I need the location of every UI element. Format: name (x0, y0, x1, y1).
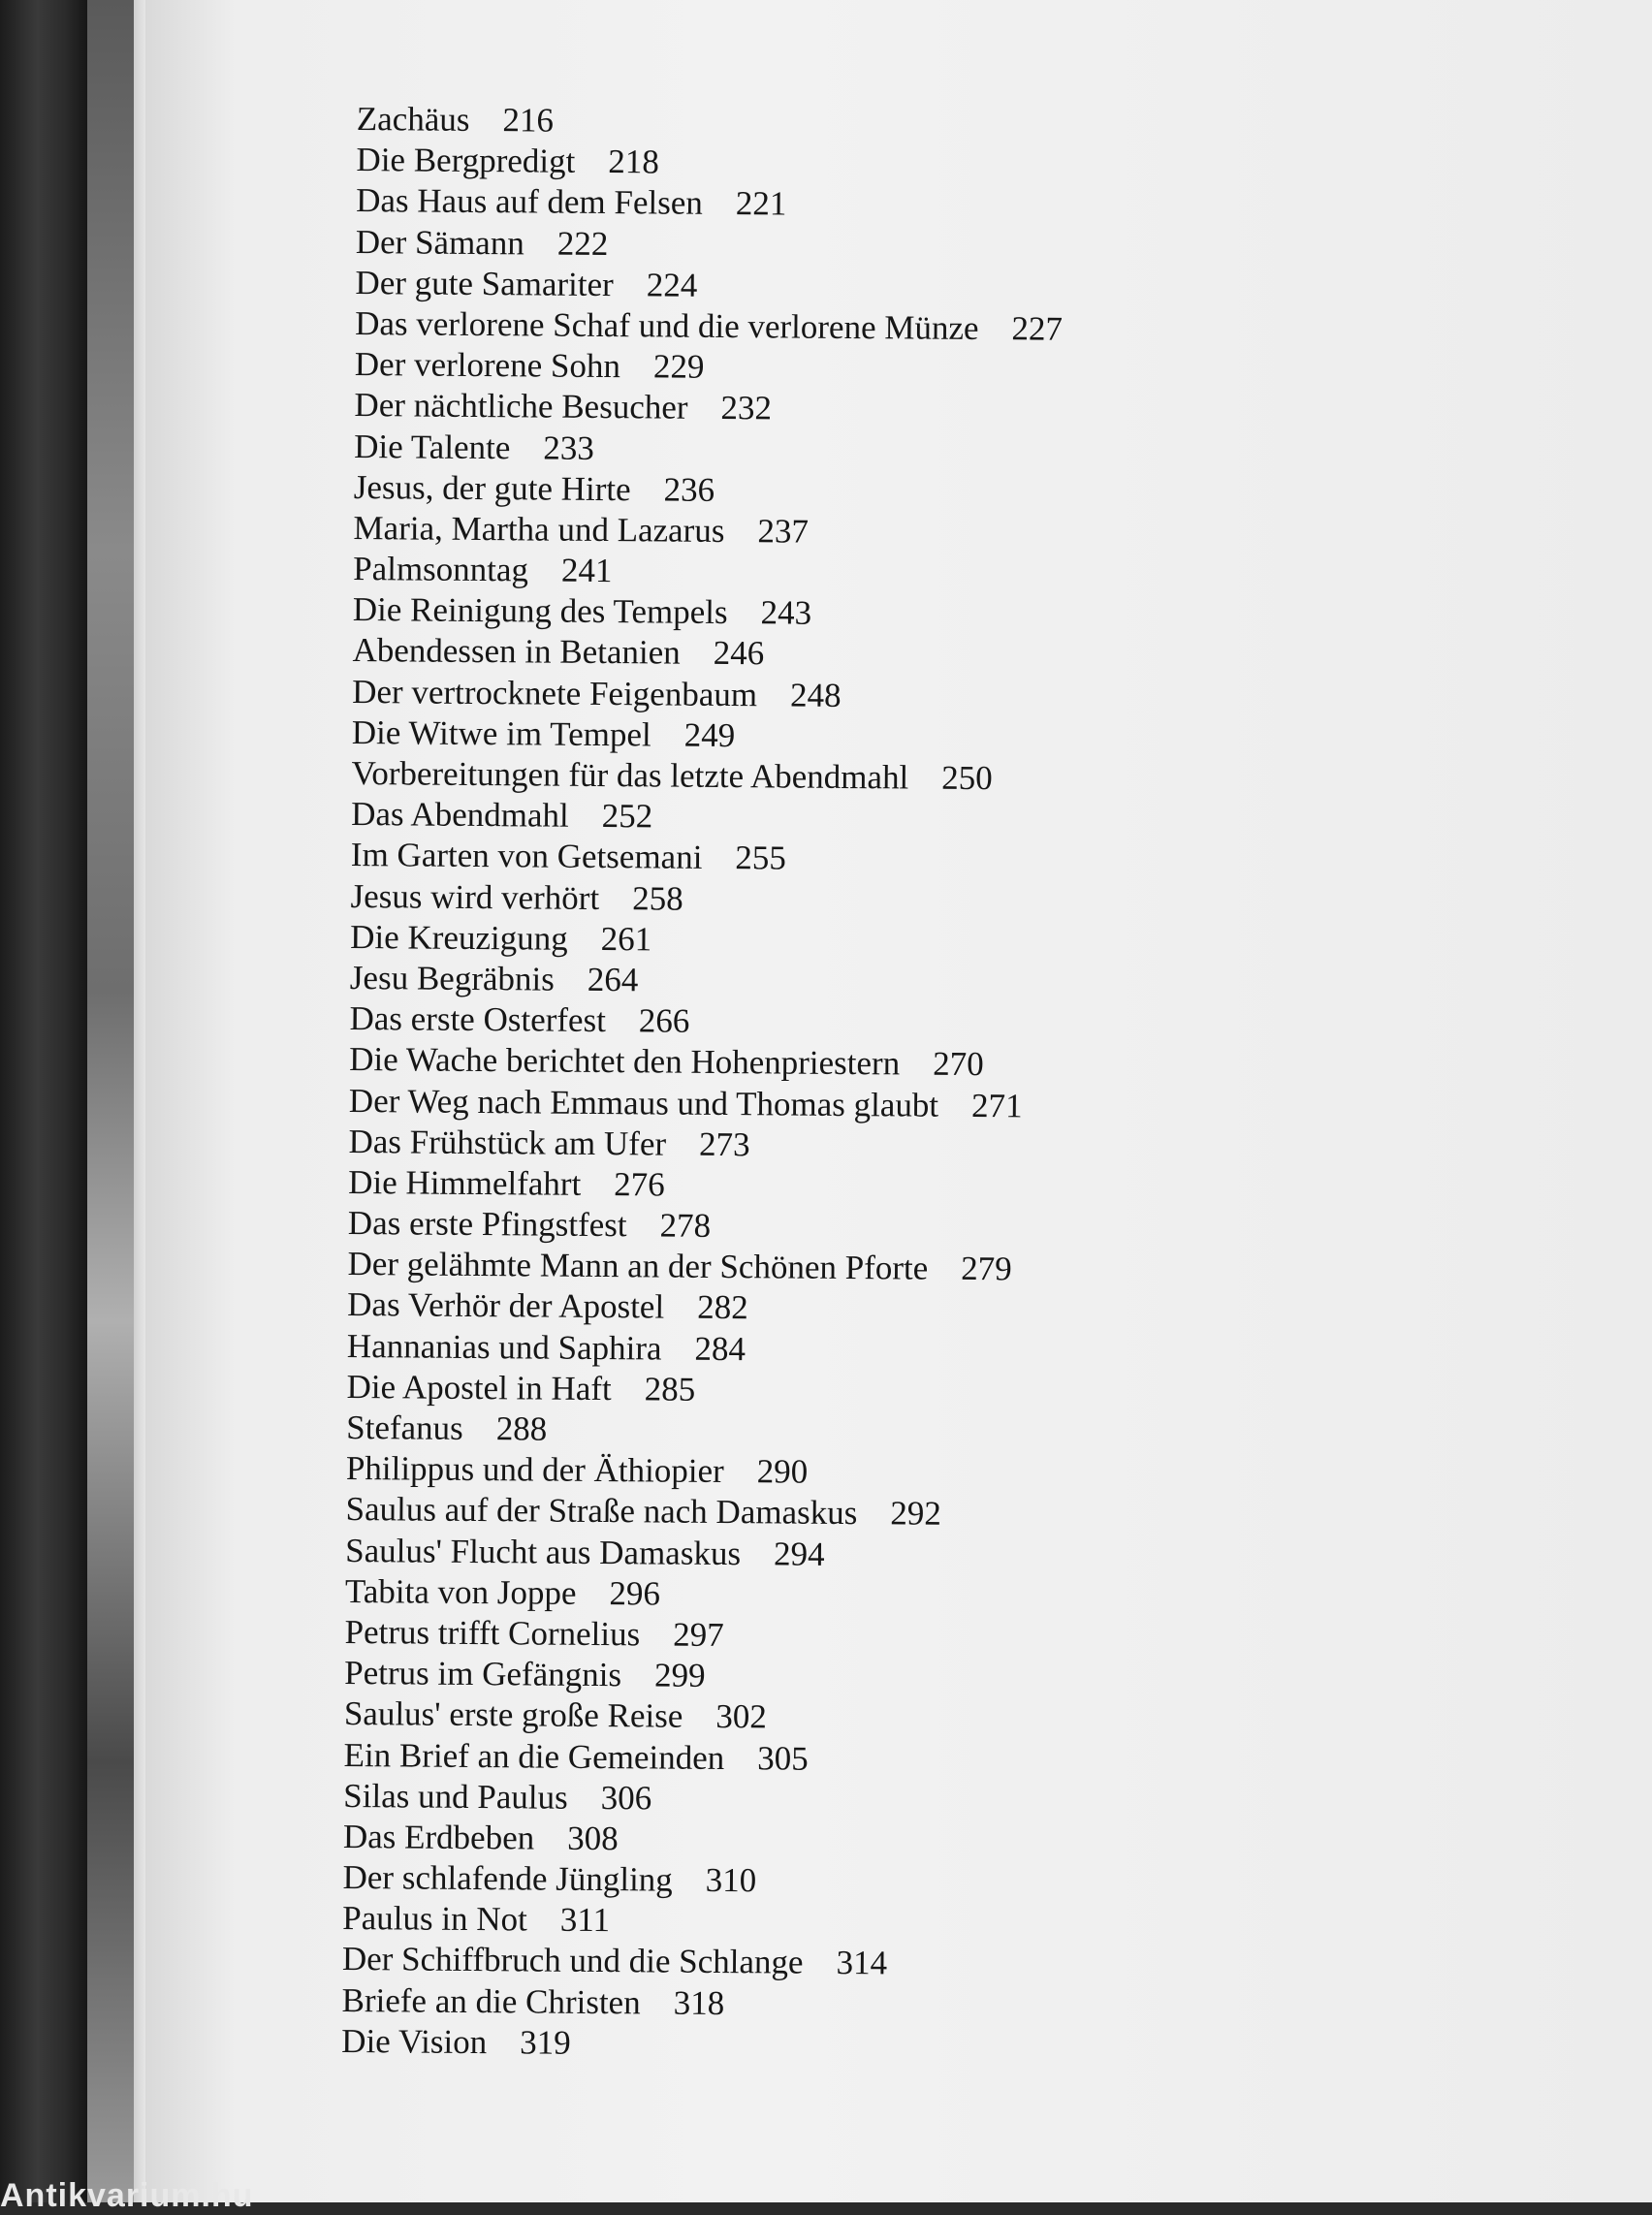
toc-entry-title: Das Abendmahl (351, 795, 569, 835)
toc-entry-title: Die Himmelfahrt (348, 1162, 582, 1203)
toc-entry-page-number: 227 (1011, 309, 1064, 348)
toc-entry (351, 835, 1320, 883)
toc-entry-title: Das erste Pfingstfest (347, 1204, 627, 1245)
toc-entry-title: Die Witwe im Tempel (351, 712, 651, 754)
toc-entry (349, 1039, 1318, 1088)
toc-entry-title: Die Bergpredigt (356, 141, 576, 180)
toc-entry-title: Die Apostel in Haft (346, 1367, 612, 1408)
toc-entry-title: Maria, Martha und Lazarus (353, 508, 725, 550)
toc-entry (347, 1326, 1317, 1375)
toc-entry-page-number: 311 (559, 1900, 611, 1940)
toc-entry-page-number: 243 (760, 593, 812, 632)
toc-entry (343, 1734, 1313, 1783)
table-of-contents (341, 99, 1326, 2070)
toc-entry-title: Briefe an die Christen (341, 1980, 641, 2021)
toc-entry-title: Das erste Osterfest (349, 999, 607, 1040)
toc-entry-page-number: 250 (941, 758, 993, 798)
toc-entry-page-number: 248 (789, 676, 842, 714)
toc-entry-title: Paulus in Not (342, 1899, 527, 1939)
toc-entry (352, 672, 1321, 720)
toc-entry (356, 222, 1325, 270)
toc-entry-page-number: 249 (683, 715, 736, 754)
toc-entry-title: Die Kreuzigung (350, 917, 568, 958)
toc-entry-page-number: 241 (560, 551, 613, 590)
toc-entry-page-number: 288 (495, 1409, 548, 1448)
toc-entry-page-number: 310 (705, 1860, 757, 1900)
toc-entry-title: Die Vision (341, 2021, 488, 2061)
toc-entry-page-number: 255 (735, 839, 787, 877)
toc-entry (347, 1284, 1317, 1333)
toc-entry-title: Ein Brief an die Gemeinden (343, 1735, 725, 1777)
toc-entry-page-number: 308 (567, 1819, 619, 1858)
toc-entry-title: Saulus auf der Straße nach Damaskus (345, 1490, 858, 1533)
toc-entry-page-number: 299 (653, 1656, 706, 1694)
toc-entry-title: Der Schiffbruch und die Schlange (341, 1940, 804, 1982)
toc-entry-page-number: 218 (608, 142, 659, 181)
toc-entry-title: Petrus im Gefängnis (344, 1654, 622, 1694)
toc-entry (356, 180, 1325, 229)
toc-entry-page-number: 318 (673, 1983, 725, 2022)
toc-entry-page-number: 271 (970, 1086, 1023, 1124)
toc-entry-page-number: 273 (698, 1124, 750, 1163)
toc-entry-page-number: 314 (836, 1944, 888, 1982)
toc-entry-page-number: 261 (600, 919, 652, 959)
toc-entry-title: Silas und Paulus (343, 1776, 568, 1817)
toc-entry-page-number: 236 (663, 470, 715, 509)
toc-entry-title: Jesus, der gute Hirte (353, 467, 631, 508)
toc-entry (354, 385, 1323, 433)
toc-entry-page-number: 258 (632, 878, 683, 918)
toc-entry-page-number: 292 (890, 1494, 941, 1534)
toc-entry-title: Die Wache berichtet den Hohenpriestern (349, 1040, 901, 1083)
toc-entry (352, 630, 1321, 679)
toc-entry-title: Palmsonntag (353, 550, 529, 589)
toc-entry-title: Hannanias und Saphira (346, 1326, 662, 1368)
toc-entry-title: Das Verhör der Apostel (347, 1285, 665, 1326)
toc-entry-page-number: 246 (713, 634, 765, 673)
toc-entry-page-number: 229 (652, 347, 705, 386)
toc-entry-page-number: 276 (614, 1164, 665, 1204)
toc-entry-page-number: 282 (697, 1288, 748, 1327)
toc-entry-title: Der Sämann (355, 222, 524, 262)
toc-entry-title: Das Frühstück am Ufer (348, 1122, 667, 1163)
toc-entry-title: Die Reinigung des Tempels (352, 590, 728, 632)
toc-entry-title: Abendessen in Betanien (352, 631, 681, 673)
toc-entry-title: Der vertrocknete Feigenbaum (352, 672, 758, 713)
toc-entry-page-number: 252 (601, 797, 653, 836)
toc-entry (344, 1693, 1314, 1742)
toc-entry-title: Im Garten von Getsemani (350, 836, 703, 877)
toc-entry-page-number: 232 (720, 389, 773, 427)
toc-entry (341, 1980, 1311, 2029)
toc-entry-page-number: 297 (673, 1615, 724, 1654)
toc-entry-title: Der nächtliche Besucher (354, 386, 688, 427)
toc-entry (345, 1489, 1315, 1537)
toc-entry-title: Der gute Samariter (355, 263, 614, 303)
toc-entry-page-number: 319 (520, 2023, 571, 2062)
book-spine (0, 0, 93, 2202)
toc-entry (342, 1939, 1312, 1987)
toc-entry (345, 1531, 1315, 1579)
toc-entry-page-number: 284 (694, 1329, 747, 1368)
toc-entry-page-number: 233 (543, 428, 594, 467)
toc-entry-page-number: 290 (756, 1452, 809, 1491)
toc-entry-title: Das Erdbeben (342, 1817, 535, 1857)
toc-entry-title: Vorbereitungen für das letzte Abendmahl (351, 753, 909, 797)
toc-entry-title: Petrus trifft Cornelius (344, 1612, 641, 1654)
toc-entry-title: Das verlorene Schaf und die verlorene Münze (355, 303, 979, 347)
toc-entry-title: Der Weg nach Emmaus und Thomas glaubt (348, 1081, 939, 1124)
toc-entry-page-number: 224 (646, 266, 698, 304)
toc-entry-page-number: 302 (715, 1697, 767, 1736)
toc-entry-page-number: 306 (600, 1778, 652, 1818)
toc-entry-title: Saulus' Flucht aus Damaskus (345, 1531, 742, 1572)
toc-entry-page-number: 270 (933, 1045, 984, 1084)
toc-entry-page-number: 305 (757, 1738, 809, 1778)
toc-entry-page-number: 222 (556, 224, 609, 263)
toc-entry-title: Stefanus (346, 1408, 463, 1447)
toc-entry-page-number: 266 (638, 1001, 690, 1040)
toc-entry-title: Die Talente (354, 427, 511, 466)
toc-entry-page-number: 279 (961, 1250, 1012, 1288)
toc-entry-page-number: 294 (773, 1534, 825, 1573)
toc-entry-page-number: 264 (587, 960, 639, 999)
toc-entry-title: Zachäus (356, 99, 470, 139)
toc-entry-page-number: 296 (609, 1573, 661, 1613)
toc-entry-page-number: 216 (502, 101, 555, 140)
toc-entry (349, 1080, 1318, 1128)
toc-entry (341, 2021, 1311, 2070)
toc-entry-page-number: 237 (757, 512, 810, 551)
toc-entry-title: Das Haus auf dem Felsen (356, 181, 704, 223)
toc-entry-title: Tabita von Joppe (344, 1571, 577, 1612)
toc-entry-page-number: 285 (644, 1370, 696, 1408)
toc-entry-title: Saulus' erste große Reise (343, 1694, 683, 1736)
toc-entry-title: Der verlorene Sohn (354, 345, 621, 386)
watermark: Antikvarium.hu (0, 2177, 254, 2214)
toc-entry-title: Philippus und der Äthiopier (345, 1449, 724, 1491)
toc-entry-page-number: 278 (659, 1206, 712, 1245)
toc-entry (350, 876, 1319, 925)
toc-entry-title: Der gelähmte Mann an der Schönen Pforte (347, 1245, 929, 1287)
toc-entry (354, 426, 1323, 474)
toc-entry-page-number: 221 (735, 184, 787, 223)
toc-entry-title: Jesu Begräbnis (349, 958, 555, 998)
toc-entry-title: Jesus wird verhört (350, 876, 600, 917)
toc-entry-title: Der schlafende Jüngling (342, 1858, 673, 1899)
